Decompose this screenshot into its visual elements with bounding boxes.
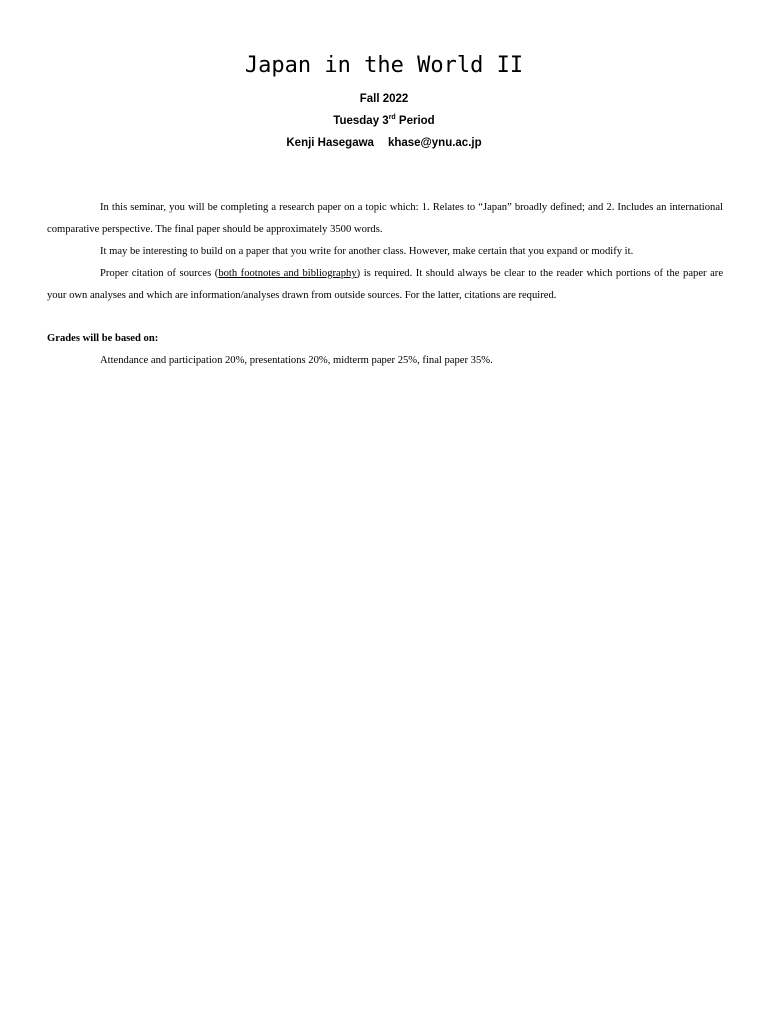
paragraph-research-topic: In this seminar, you will be completing a research paper on a topic which: 1. Relates to “Japan” broadly defined; and 2. Includes an international comparative perspective. The final paper should be approximately 3500 words. <box>47 202 723 235</box>
citation-underlined-text: both footnotes and bibliography <box>218 268 357 279</box>
period-word: Period <box>398 115 435 127</box>
instructor-name: Kenji Hasegawa <box>286 137 374 149</box>
grades-breakdown: Attendance and participation 20%, presentations 20%, midterm paper 25%, final paper 35%. <box>100 355 493 366</box>
course-term: Fall 2022 <box>359 93 409 105</box>
instructor-line <box>0 135 768 151</box>
period-day: Tuesday 3 <box>333 115 389 127</box>
course-period <box>0 113 768 129</box>
document-title: Japan in the World II <box>244 53 524 78</box>
instructor-email: khase@ynu.ac.jp <box>387 137 482 149</box>
seminar-description <box>47 197 723 307</box>
paragraph-build-on-paper: It may be interesting to build on a paper that you write for another class. However, make certain that you expand or modify it. <box>100 246 634 257</box>
period-ordinal-suffix: rd <box>388 114 396 122</box>
paragraph-citation <box>47 263 723 307</box>
citation-text-end: ) is required. It should always be clear to the reader which portions of the paper are your own analyses and which are information/analyses drawn from outside sources. For the latter, citations are required. <box>47 268 724 301</box>
grades-heading: Grades will be based on: <box>47 333 159 344</box>
citation-text-start: Proper citation of sources ( <box>100 268 219 279</box>
